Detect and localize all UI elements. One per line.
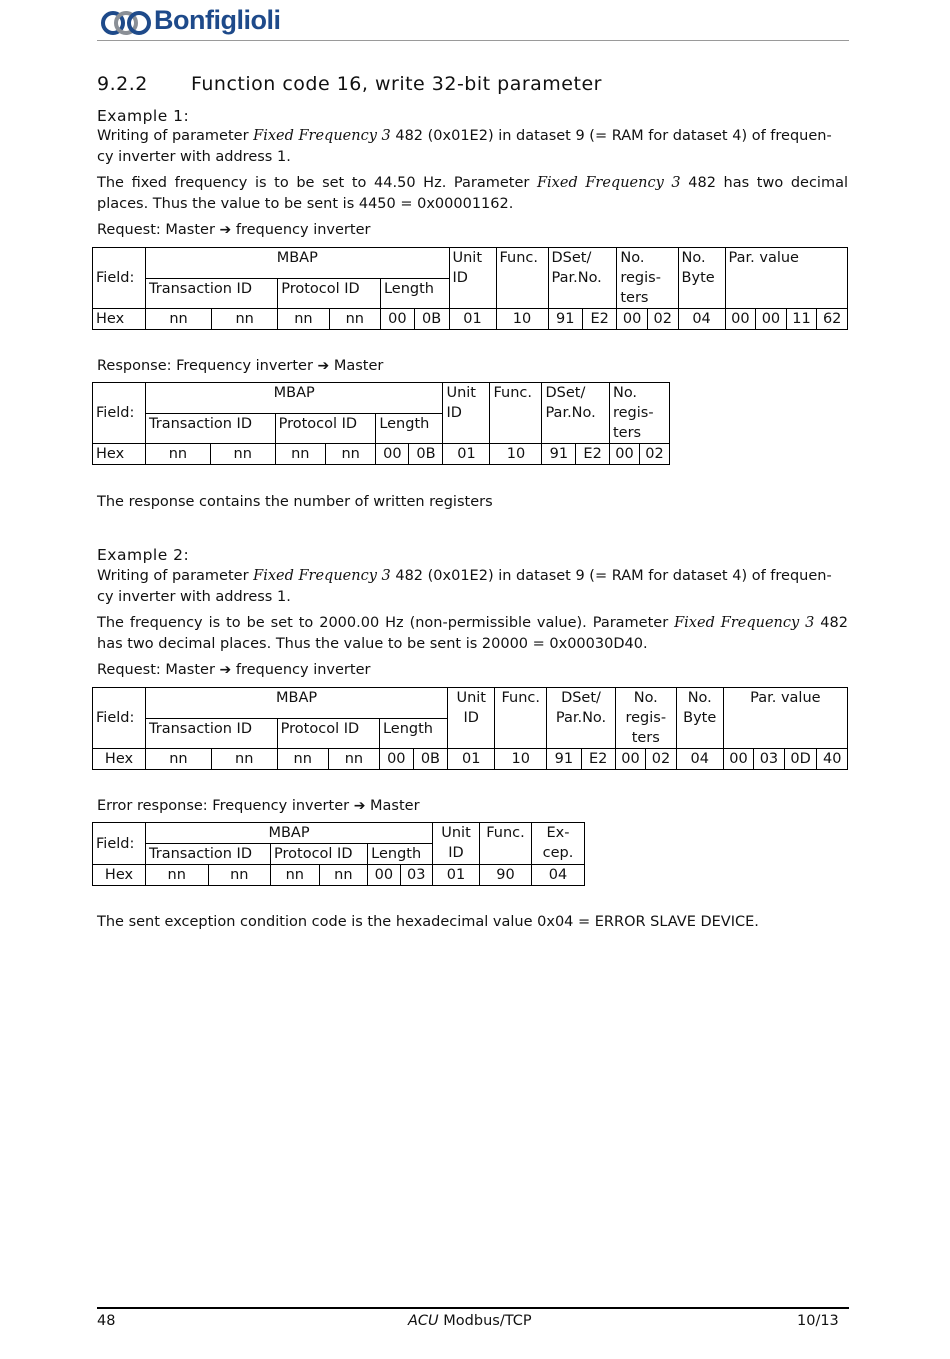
section-number: 9.2.2 (97, 73, 148, 95)
doc-rest: Modbus/TCP (438, 1313, 532, 1329)
hex-cell: 00 (379, 749, 413, 770)
hex-cell: 62 (817, 309, 848, 330)
request-table-2 (92, 687, 848, 770)
text: The fixed frequency is to be set to 44.50 Hz. Parameter (97, 175, 537, 191)
hex-cell: E2 (576, 444, 610, 465)
hex-cell: nn (278, 309, 329, 330)
text: Master (365, 798, 420, 814)
transaction-id-header: Transaction ID (146, 718, 278, 749)
dset-parno-header: DSet/ Par.No. (547, 688, 616, 749)
hex-cell: 01 (433, 865, 480, 886)
hex-cell: nn (208, 865, 271, 886)
hex-cell: 91 (542, 444, 576, 465)
arrow-right-icon: ➔ (219, 662, 232, 678)
document-name (408, 1313, 532, 1329)
func-header: Func. (496, 248, 548, 309)
hex-row (93, 865, 585, 886)
length-header: Length (376, 413, 443, 444)
section-title: Function code 16, write 32-bit parameter (191, 73, 602, 95)
hex-cell: 03 (400, 865, 432, 886)
section-heading (97, 73, 602, 95)
hex-cell: 00 (725, 309, 756, 330)
transaction-id-header: Transaction ID (146, 413, 276, 444)
bonfiglioli-logo (100, 7, 300, 39)
response-table-1 (92, 382, 670, 465)
hex-cell: 00 (609, 444, 639, 465)
mbap-header: MBAP (146, 383, 443, 414)
example2-error-caption (97, 796, 848, 817)
param-name: Fixed Frequency 3 (253, 568, 391, 584)
hex-row (93, 749, 848, 770)
text: Request: Master (97, 662, 220, 678)
hex-cell: 91 (547, 749, 581, 770)
error-response-table (92, 822, 585, 886)
example1-heading: Example 1: (97, 107, 190, 125)
hex-cell: 00 (380, 309, 414, 330)
no-registers-header: No. regis- ters (617, 248, 678, 309)
arrow-right-icon: ➔ (353, 798, 366, 814)
hex-cell: 04 (678, 309, 725, 330)
brand-name: Bonfiglioli (154, 5, 281, 35)
doc-italic: ACU (408, 1313, 439, 1329)
text: Response: Frequency inverter (97, 358, 318, 374)
hex-label: Hex (93, 865, 146, 886)
hex-label: Hex (93, 444, 146, 465)
page-number: 48 (97, 1313, 116, 1329)
example1-request-caption (97, 220, 848, 241)
hex-cell: 0B (413, 749, 448, 770)
param-name: Fixed Frequency 3 (253, 128, 391, 144)
example1-response-caption (97, 356, 848, 377)
example1-paragraph2 (97, 173, 848, 215)
hex-cell: E2 (581, 749, 615, 770)
text: Error response: Frequency inverter (97, 798, 354, 814)
hex-cell: 0B (414, 309, 449, 330)
protocol-id-header: Protocol ID (271, 844, 368, 865)
hex-cell: 01 (449, 309, 496, 330)
hex-cell: E2 (582, 309, 616, 330)
hex-cell: 10 (496, 309, 548, 330)
hex-cell: nn (146, 865, 209, 886)
no-byte-header: No. Byte (676, 688, 723, 749)
example2-note: The sent exception condition code is the hexadecimal value 0x04 = ERROR SLAVE DEVICE. (97, 914, 759, 930)
example2-request-caption (97, 660, 848, 681)
hex-cell: 01 (448, 749, 495, 770)
param-name: Fixed Frequency 3 (674, 615, 815, 631)
hex-cell: 00 (615, 749, 645, 770)
hex-cell: nn (212, 309, 278, 330)
func-header: Func. (480, 823, 532, 865)
transaction-id-header: Transaction ID (146, 844, 271, 865)
hex-cell: nn (328, 749, 379, 770)
text: Request: Master (97, 222, 220, 238)
field-label: Field: (93, 383, 146, 444)
example1-paragraph1 (97, 126, 848, 168)
hex-cell: 00 (756, 309, 787, 330)
header-divider (97, 40, 849, 41)
hex-cell: 0D (784, 749, 817, 770)
text: 482 (0x01E2) in dataset 9 (= RAM for dataset 4) of frequen-cy inverter with address 1. (97, 128, 832, 165)
hex-label: Hex (93, 309, 146, 330)
example2-paragraph1 (97, 566, 848, 608)
hex-cell: 02 (647, 309, 678, 330)
protocol-id-header: Protocol ID (275, 413, 376, 444)
document-date: 10/13 (797, 1313, 839, 1329)
hex-cell: nn (211, 749, 277, 770)
text: frequency inverter (231, 222, 371, 238)
hex-cell: 03 (754, 749, 784, 770)
func-header: Func. (490, 383, 542, 444)
logo-rings-icon (100, 9, 152, 37)
text: Master (329, 358, 384, 374)
length-header: Length (368, 844, 433, 865)
text: The frequency is to be set to 2000.00 Hz (non-permissible value). Parameter (97, 615, 675, 631)
request-table-1 (92, 247, 848, 330)
hex-cell: nn (277, 749, 328, 770)
footer-divider (97, 1307, 849, 1309)
transaction-id-header: Transaction ID (146, 278, 278, 309)
hex-cell: nn (271, 865, 320, 886)
hex-cell: 91 (548, 309, 582, 330)
protocol-id-header: Protocol ID (277, 718, 379, 749)
hex-cell: nn (146, 309, 212, 330)
unit-id-header: Unit ID (443, 383, 490, 444)
protocol-id-header: Protocol ID (278, 278, 381, 309)
hex-cell: 90 (480, 865, 532, 886)
text: 482 has two decimal places. Thus the value to be sent is 20000 = 0x00030D40. (97, 615, 848, 652)
hex-cell: nn (329, 309, 380, 330)
par-value-header: Par. value (725, 248, 847, 309)
text: Writing of parameter (97, 568, 254, 584)
hex-cell: 40 (817, 749, 848, 770)
example2-heading: Example 2: (97, 546, 190, 564)
dset-parno-header: DSet/ Par.No. (548, 248, 617, 309)
no-byte-header: No. Byte (678, 248, 725, 309)
hex-cell: nn (325, 444, 375, 465)
arrow-right-icon: ➔ (219, 222, 232, 238)
mbap-header: MBAP (146, 248, 450, 279)
hex-cell: 11 (786, 309, 817, 330)
no-registers-header: No. regis- ters (609, 383, 669, 444)
hex-cell: 00 (617, 309, 648, 330)
text: 482 has two decimal places. Thus the value to be sent is 4450 = 0x00001162. (97, 175, 848, 212)
hex-cell: 00 (368, 865, 400, 886)
text: 482 (0x01E2) in dataset 9 (= RAM for dataset 4) of frequen-cy inverter with address 1. (97, 568, 832, 605)
func-header: Func. (495, 688, 547, 749)
example2-paragraph2 (97, 613, 848, 655)
unit-id-header: Unit ID (449, 248, 496, 309)
hex-cell: 04 (676, 749, 723, 770)
hex-cell: nn (146, 444, 211, 465)
field-label: Field: (93, 823, 146, 865)
par-value-header: Par. value (723, 688, 847, 749)
example1-note: The response contains the number of written registers (97, 494, 493, 510)
unit-id-header: Unit ID (433, 823, 480, 865)
hex-cell: 10 (490, 444, 542, 465)
hex-cell: 04 (532, 865, 585, 886)
hex-cell: 01 (443, 444, 490, 465)
mbap-header: MBAP (146, 688, 448, 719)
mbap-header: MBAP (146, 823, 433, 844)
hex-label: Hex (93, 749, 146, 770)
text: Writing of parameter (97, 128, 254, 144)
length-header: Length (380, 278, 449, 309)
hex-cell: nn (210, 444, 275, 465)
field-label: Field: (93, 688, 146, 749)
hex-cell: 00 (376, 444, 409, 465)
hex-row (93, 309, 848, 330)
hex-cell: 00 (723, 749, 753, 770)
arrow-right-icon: ➔ (317, 358, 330, 374)
field-label: Field: (93, 248, 146, 309)
dset-parno-header: DSet/ Par.No. (542, 383, 610, 444)
hex-cell: nn (275, 444, 325, 465)
hex-cell: nn (146, 749, 212, 770)
text: frequency inverter (231, 662, 371, 678)
hex-row (93, 444, 670, 465)
hex-cell: nn (319, 865, 368, 886)
no-registers-header: No. regis- ters (615, 688, 676, 749)
hex-cell: 02 (639, 444, 669, 465)
hex-cell: 02 (646, 749, 676, 770)
unit-id-header: Unit ID (448, 688, 495, 749)
hex-cell: 0B (409, 444, 443, 465)
param-name: Fixed Frequency 3 (536, 175, 681, 191)
length-header: Length (379, 718, 447, 749)
exception-header: Ex- cep. (532, 823, 585, 865)
hex-cell: 10 (495, 749, 547, 770)
